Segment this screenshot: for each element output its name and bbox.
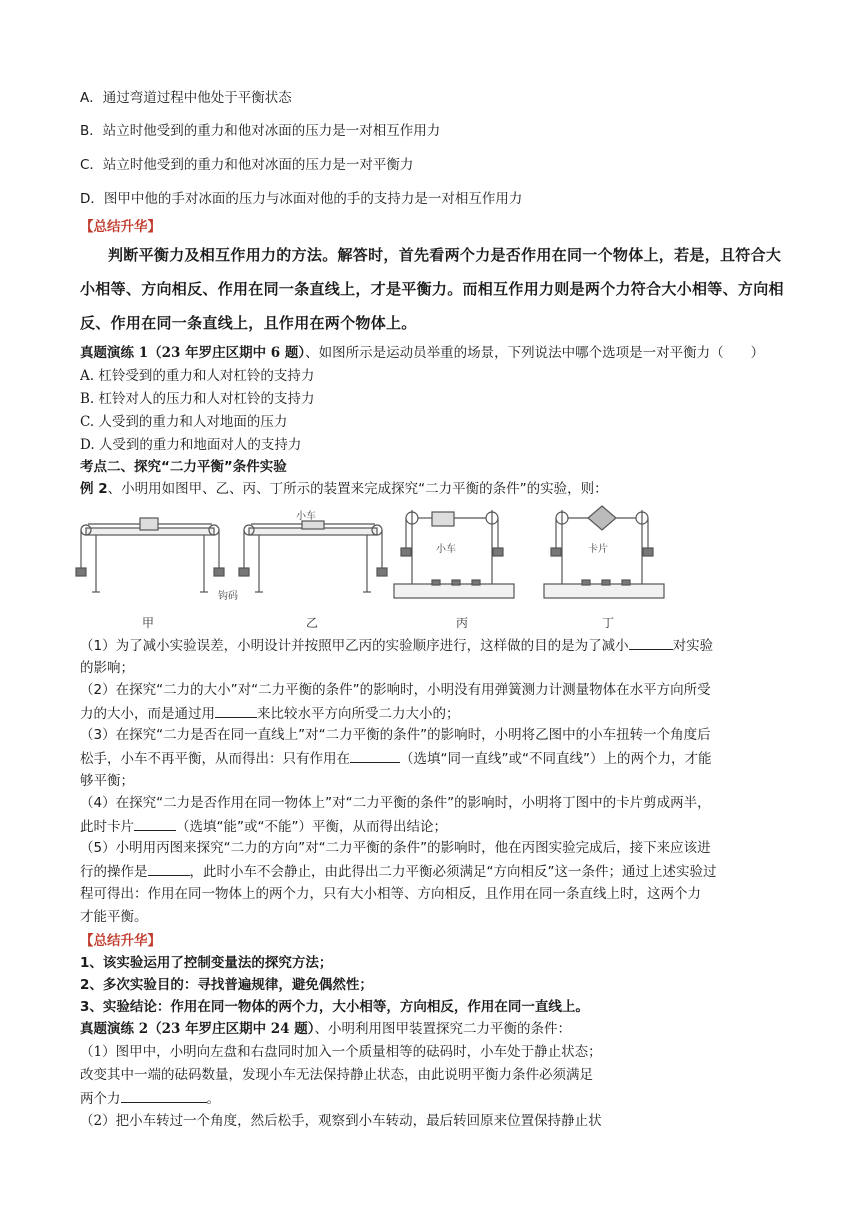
drill1-question — [80, 343, 780, 363]
card-label: 卡片 — [588, 544, 608, 555]
summary-line: 小相等、方向相反、作用在同一条直线上，才是平衡力。而相互作用力则是两个力符合大小相等、方向相 — [80, 280, 784, 298]
question-1-cont: 的影响； — [80, 660, 134, 676]
example2-question — [80, 479, 780, 499]
drill1-option-c: C. 人受到的重力和人对地面的压力 — [80, 414, 288, 430]
drill1-option-b: B. 杠铃对人的压力和人对杠铃的支持力 — [80, 391, 315, 407]
drill1-option-d: D. 人受到的重力和地面对人的支持力 — [80, 437, 302, 453]
apparatus-jia — [76, 518, 224, 592]
option-d: D．图甲中他的手对冰面的压力与冰面对他的手的支持力是一对相互作用力 — [80, 191, 523, 207]
drill2-line: （2）把小车转过一个角度，然后松手，观察到小车转动，最后转回原来位置保持静止状 — [80, 1113, 602, 1129]
example2-label: 例 2 — [80, 481, 108, 497]
drill2-label: 真题演练 2（23 年罗庄区期中 24 题） — [80, 1021, 315, 1037]
drill2-text: 、小明利用图甲装置探究二力平衡的条件： — [314, 1021, 572, 1037]
drill2-line: （1）图甲中，小明向左盘和右盘同时加入一个质量相等的砝码时，小车处于静止状态； — [80, 1044, 602, 1060]
apparatus-yi — [239, 521, 387, 592]
summary-line: 2、多次实验目的：寻找普遍规律，避免偶然性； — [80, 977, 373, 993]
question-5-cont2: 程可得出：作用在同一物体上的两个力，只有大小相等、方向相反，且作用在同一条直线上时，这两个力 — [80, 886, 701, 902]
answer-blank[interactable] — [629, 635, 673, 650]
figure-label-ding: 丁 — [602, 616, 615, 630]
summary-line: 1、该实验运用了控制变量法的探究方法； — [80, 955, 333, 971]
question-5-cont: 行的操作是 ，此时小车不会静止，由此得出二力平衡必须满足“方向相反”这一条件；通过上述实验过 — [80, 861, 780, 882]
weight-label: 钩码 — [218, 591, 238, 602]
answer-blank[interactable] — [215, 703, 257, 718]
summary-line: 反、作用在同一条直线上，且作用在两个物体上。 — [80, 314, 417, 332]
question-5-end: 才能平衡。 — [80, 909, 148, 925]
drill2-line: 改变其中一端的砝码数量，发现小车无法保持静止状态，由此说明平衡力条件必须满足 — [80, 1067, 593, 1083]
question-1: （1）为了减小实验误差，小明设计并按照甲乙丙的实验顺序进行，这样做的目的是为了减小 对实验 — [80, 635, 780, 656]
drill1-option-a: A. 杠铃受到的重力和人对杠铃的支持力 — [80, 368, 315, 384]
figure-label-bing: 丙 — [456, 616, 469, 630]
experiment-figure — [74, 500, 774, 630]
question-4: （4）在探究“二力是否作用在同一物体上”对“二力平衡的条件”的影响时，小明将丁图中的卡片剪成两半， — [80, 795, 711, 811]
question-2: （2）在探究“二力的大小”对“二力平衡的条件”的影响时，小明没有用弹簧测力计测量物体在水平方向所受 — [80, 682, 711, 698]
summary-heading: 【总结升华】 — [80, 219, 161, 235]
answer-blank[interactable] — [121, 1088, 207, 1103]
question-4-cont: 此时卡片 （选填“能”或“不能”）平衡，从而得出结论； — [80, 816, 780, 837]
drill2-line: 两个力 。 — [80, 1088, 780, 1109]
section-title: 考点二、探究“二力平衡”条件实验 — [80, 459, 287, 475]
question-2-cont: 力的大小，而是通过用 来比较水平方向所受二力大小的； — [80, 703, 780, 724]
figure-label-jia: 甲 — [142, 616, 155, 630]
question-5: （5）小明用丙图来探究“二力的方向”对“二力平衡的条件”的影响时，他在丙图实验完成后，接下来应该进 — [80, 840, 711, 856]
summary-heading: 【总结升华】 — [80, 933, 161, 949]
drill1-label: 真题演练 1（23 年罗庄区期中 6 题） — [80, 345, 306, 361]
summary-line: 3、实验结论：作用在同一物体的两个力，大小相等，方向相反，作用在同一直线上。 — [80, 999, 589, 1015]
option-a: A．通过弯道过程中他处于平衡状态 — [80, 90, 292, 106]
answer-blank[interactable] — [148, 861, 190, 876]
question-3-end: 够平衡； — [80, 773, 134, 789]
example2-text: 、小明用如图甲、乙、丙、丁所示的装置来完成探究“二力平衡的条件”的实验，则： — [107, 481, 608, 497]
question-3-cont: 松手，小车不再平衡，从而得出：只有作用在 （选填“同一直线”或“不同直线”）上的两个力，才能 — [80, 748, 780, 769]
car-label: 小车 — [296, 511, 316, 522]
answer-blank[interactable] — [134, 816, 176, 831]
option-c: C．站立时他受到的重力和他对冰面的压力是一对平衡力 — [80, 157, 414, 173]
summary-line: 判断平衡力及相互作用力的方法。解答时，首先看两个力是否作用在同一个物体上，若是，且符合大 — [108, 246, 782, 264]
answer-blank[interactable] — [350, 748, 400, 763]
option-b: B．站立时他受到的重力和他对冰面的压力是一对相互作用力 — [80, 123, 441, 139]
drill1-text: 、如图所示是运动员举重的场景，下列说法中哪个选项是一对平衡力（ ） — [305, 345, 765, 361]
car-label: 小车 — [436, 544, 456, 555]
drill2-question — [80, 1019, 780, 1039]
question-3: （3）在探究“二力是否在同一直线上”对“二力平衡的条件”的影响时，小明将乙图中的小车扭转一个角度后 — [80, 727, 711, 743]
figure-label-yi: 乙 — [306, 616, 319, 630]
